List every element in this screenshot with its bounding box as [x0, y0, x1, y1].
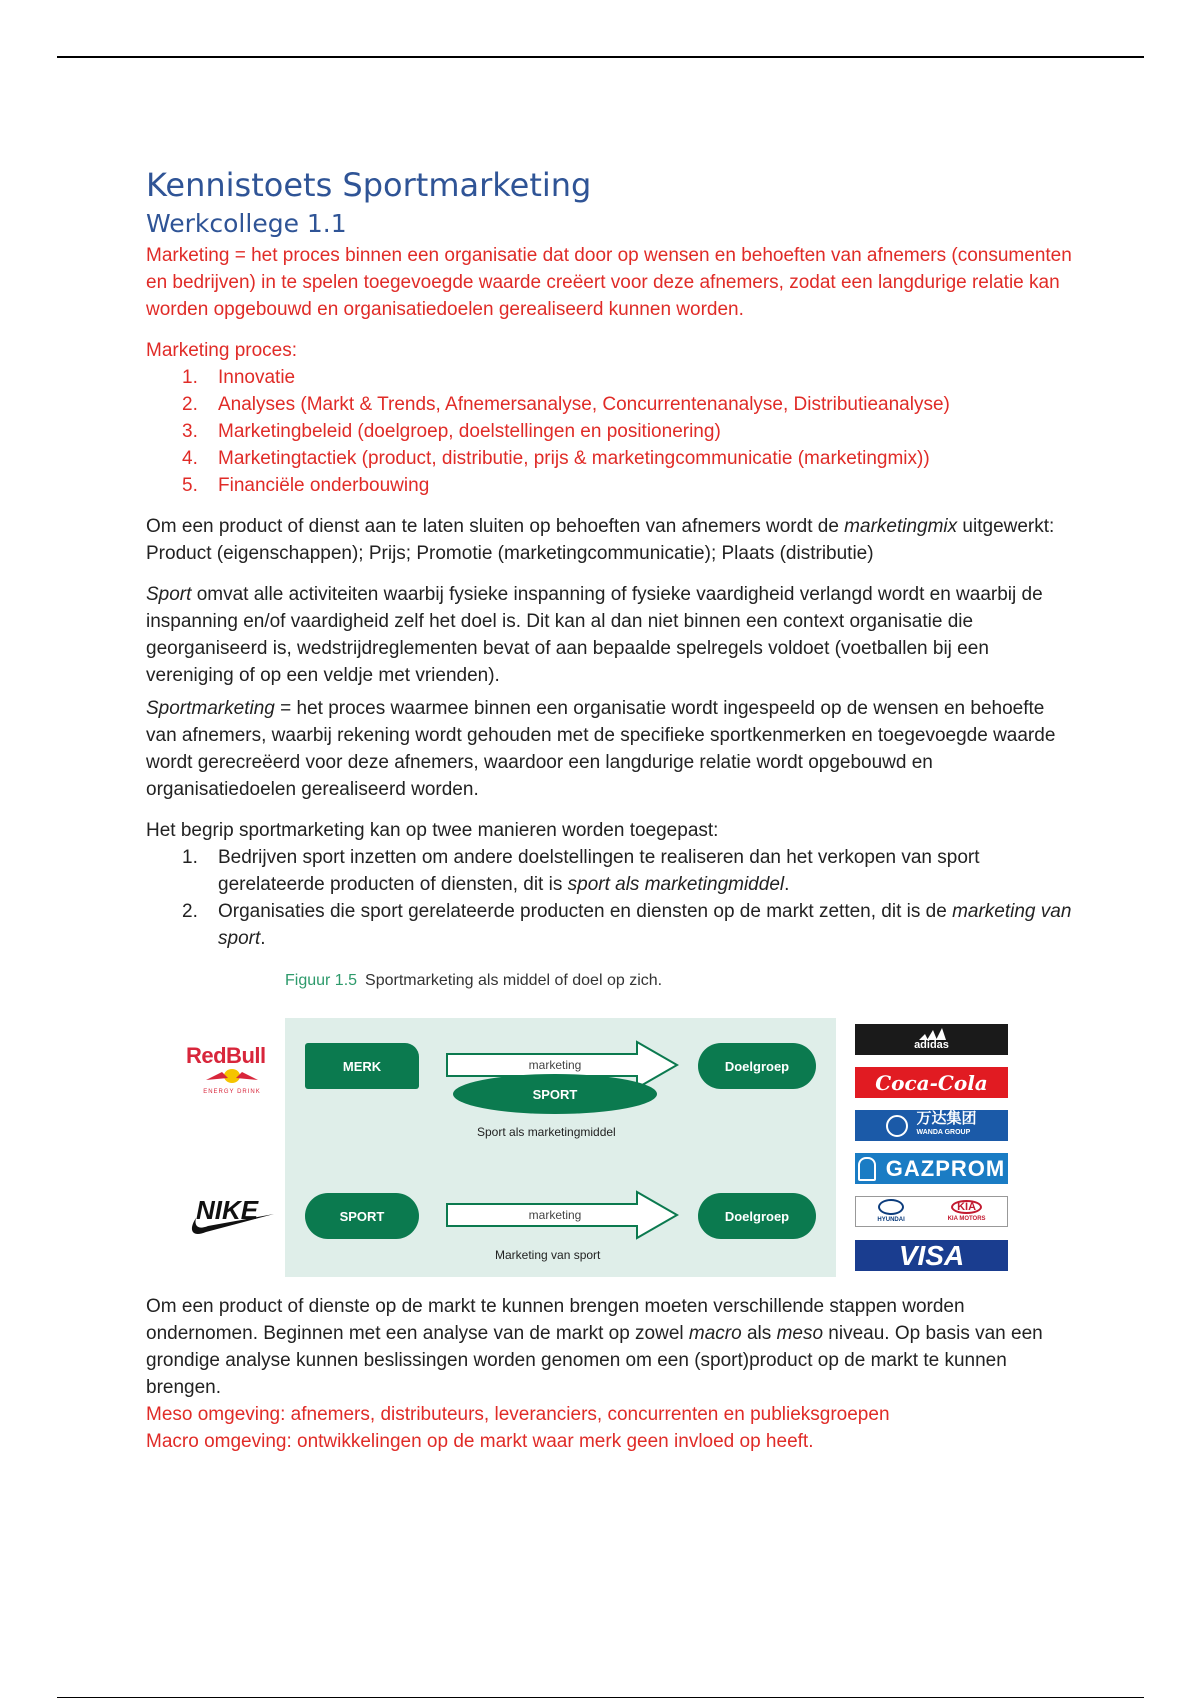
nike-wordmark: NIKE [196, 1195, 259, 1225]
sportmarketing-definition: Sportmarketing = het proces waarmee binnen een organisatie wordt ingespeeld op de wensen en behoefte van afnemers, waarbij rekening wordt gehouden met de specifieke sportkenmerken en toegevoegde waarde wordt gerecreëerd voor deze afnemers, waardoor een langdurige relatie wordt opgebouwd en organisatiedoelen gerealiseerd worden. [146, 698, 1056, 800]
process-heading: Marketing proces: [146, 340, 298, 361]
figure-caption-text: Sportmarketing als middel of doel op zich. [365, 972, 663, 989]
sport-ellipse: SPORT [453, 1074, 657, 1114]
list-item: 4. Marketingtactiek (product, distributie, prijs & marketingcommunicatie (marketingmix)) [182, 448, 930, 469]
redbull-subtext: ENERGY DRINK [203, 1089, 261, 1095]
wanda-logo: 万达集团 WANDA GROUP [855, 1110, 1008, 1141]
begrip-intro: Het begrip sportmarketing kan op twee manieren worden toegepast: [146, 820, 719, 841]
redbull-logo [186, 1044, 278, 1100]
cocacola-logo: Coca-Cola [855, 1067, 1008, 1098]
marketing-of-sport-label: Marketing van sport [495, 1248, 601, 1262]
gazprom-logo: GAZPROM [855, 1153, 1008, 1184]
marketing-label-bottom: marketing [528, 1208, 582, 1222]
document-body-bottom [146, 1293, 1076, 1455]
adidas-logo: adidas [855, 1024, 1008, 1055]
list-item: 1. Bedrijven sport inzetten om andere doelstellingen te realiseren dan het verkopen van sport gerelateerde producten of diensten, dit is sport als marketingmiddel. [182, 847, 980, 895]
marketing-definition: Marketing = het proces binnen een organisatie dat door op wensen en behoeften van afnemers (consumenten en bedrijven) in te spelen toegevoegde waarde creëert voor deze afnemers, zodat een langdurige relatie kan worden opgebouwd en organisatiedoelen gerealiseerd kunnen worden. [146, 245, 1072, 320]
list-item: 5. Financiële onderbouwing [182, 475, 430, 496]
list-item: 2. Analyses (Markt & Trends, Afnemersanalyse, Concurrentenanalyse, Distributieanalyse) [182, 394, 950, 415]
gazprom-flame-icon [858, 1157, 876, 1181]
page-title: Kennistoets Sportmarketing [146, 166, 592, 204]
doelgroep-top: Doelgroep [698, 1043, 816, 1089]
marketing-label-top: marketing [528, 1058, 582, 1072]
hyundai-icon [878, 1199, 904, 1215]
macro-definition: Macro omgeving: ontwikkelingen op de markt waar merk geen invloed op heeft. [146, 1431, 814, 1452]
top-rule [57, 56, 1144, 58]
list-item: 3. Marketingbeleid (doelgroep, doelstellingen en positionering) [182, 421, 721, 442]
figure-diagram [285, 1018, 836, 1277]
sport-pill: SPORT [305, 1193, 419, 1239]
sport-as-tool-label: Sport als marketingmiddel [477, 1125, 616, 1139]
nike-logo [186, 1196, 278, 1252]
hyundai-kia-logo: HYUNDAI KIA KIA MOTORS [855, 1196, 1008, 1227]
marketingmix-paragraph: Om een product of dienst aan te laten sluiten op behoeften van afnemers wordt de marketingmix uitgewerkt: Product (eigenschappen); Prijs; Promotie (marketingcommunicatie); Plaats (distributie) [146, 516, 1055, 564]
meso-definition: Meso omgeving: afnemers, distributeurs, leveranciers, concurrenten en publieksgroepen [146, 1404, 890, 1425]
section-heading: Werkcollege 1.1 [146, 209, 347, 238]
sport-definition: Sport omvat alle activiteiten waarbij fysieke inspanning of fysieke vaardigheid verlangd wordt en waarbij de inspanning en/of vaardigheid zelf het doel is. Dit kan al dan niet binnen een context organisatie die georganiseerd is, wedstrijdreglementen bevat of aan bepaalde spelregels voldoet (voetballen bij een vereniging of op een veldje met vrienden). [146, 584, 1043, 686]
swoosh-icon [186, 1212, 278, 1240]
visa-logo: VISA [855, 1240, 1008, 1271]
bottom-rule [57, 1697, 1144, 1698]
list-item: 2. Organisaties die sport gerelateerde producten en diensten op de markt zetten, dit is de marketing van sport. [182, 901, 1072, 949]
wanda-icon [886, 1115, 908, 1137]
doelgroep-bottom: Doelgroep [698, 1193, 816, 1239]
merk-box: MERK [305, 1043, 419, 1089]
begrip-list [146, 844, 1076, 952]
redbull-wordmark: RedBull [186, 1043, 266, 1068]
figure-caption [285, 972, 662, 990]
bulls-icon [186, 1068, 278, 1084]
document-body [146, 164, 1076, 952]
list-item: 1. Innovatie [182, 367, 296, 388]
figure-label: Figuur 1.5 [285, 972, 358, 989]
process-list [146, 364, 1076, 499]
analysis-paragraph: Om een product of dienste op de markt te kunnen brengen moeten verschillende stappen worden ondernomen. Beginnen met een analyse van de markt op zowel macro als meso niveau. Op basis van een grondige analyse kunnen beslissingen worden genomen om een (sport)product op de markt te kunnen brengen. [146, 1296, 1043, 1398]
